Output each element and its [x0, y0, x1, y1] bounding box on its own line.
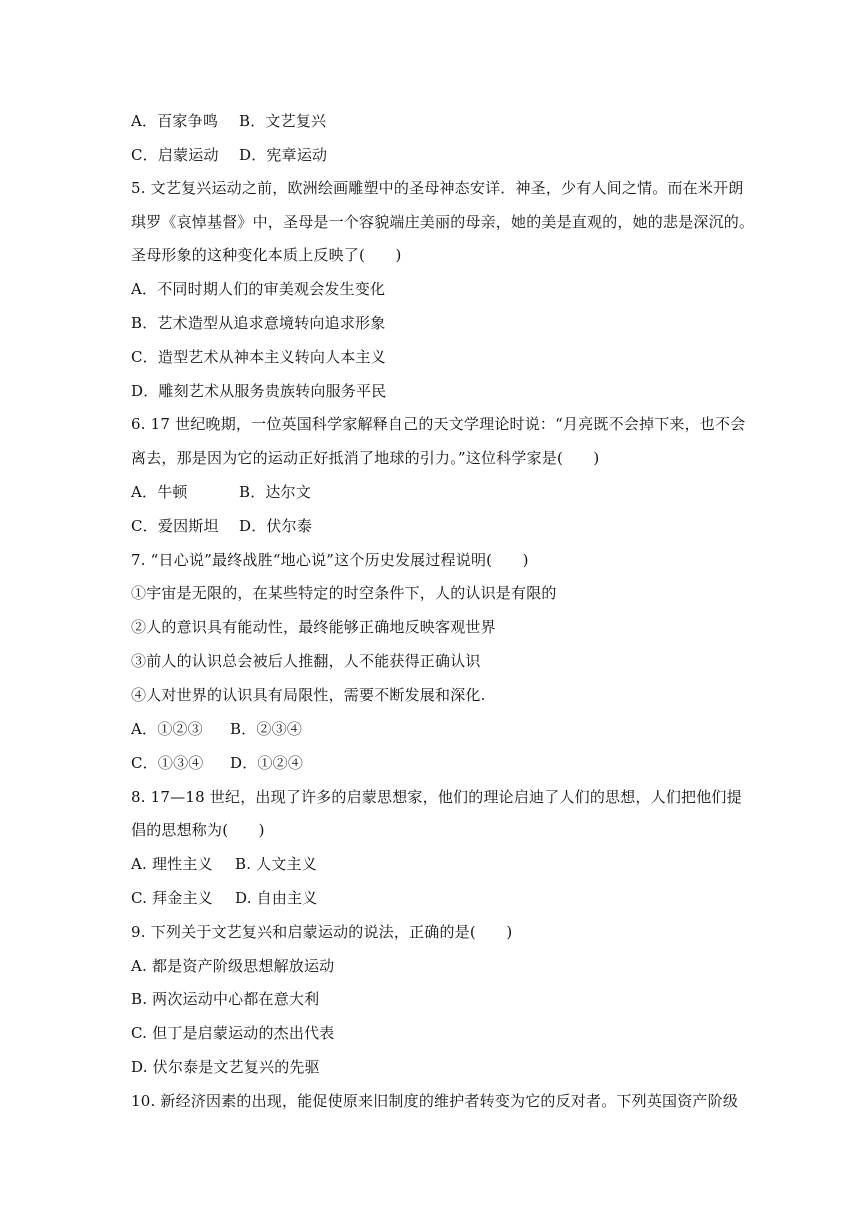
q5-option-a: A．不同时期人们的审美观会发生变化: [131, 280, 386, 298]
q6-stem-line-2: 离去，那是因为它的运动正好抵消了地球的引力。”这位科学家是( ): [131, 449, 600, 467]
q6-options-row-1: [131, 482, 741, 502]
q9-option-a: A. 都是资产阶级思想解放运动: [131, 957, 335, 975]
q5-stem-line-1: 5. 文艺复兴运动之前，欧洲绘画雕塑中的圣母神态安详．神圣，少有人间之情。而在米开朗: [131, 179, 744, 197]
q8-option-a: A. 理性主义: [131, 855, 213, 873]
q7-option-d: D．①②④: [230, 754, 304, 772]
q9-option-b: B. 两次运动中心都在意大利: [131, 990, 320, 1008]
q6-option-d: D．伏尔泰: [239, 517, 313, 535]
q6-option-b: B．达尔文: [239, 483, 312, 501]
q7-option-b: B．②③④: [230, 720, 303, 738]
q7-statement-4: ④人对世界的认识具有局限性，需要不断发展和深化.: [131, 686, 486, 704]
q6-option-a: A．牛顿: [131, 483, 188, 501]
q4-options-row-1: [131, 111, 741, 131]
q7-options-row-1: [131, 719, 741, 739]
q5-stem-line-2: 琪罗《哀悼基督》中，圣母是一个容貌端庄美丽的母亲，她的美是直观的，她的悲是深沉的。: [131, 213, 755, 231]
q7-statement-3: ③前人的认识总会被后人推翻，人不能获得正确认识: [131, 652, 481, 670]
q8-option-b: B. 人文主义: [235, 855, 317, 873]
q5-option-b: B．艺术造型从追求意境转向追求形象: [131, 314, 386, 332]
q6-option-c: C．爱因斯坦: [131, 517, 219, 535]
q8-stem-line-1: 8. 17—18 世纪，出现了许多的启蒙思想家，他们的理论启迪了人们的思想，人们把他们提: [131, 788, 742, 806]
q5-option-c: C．造型艺术从神本主义转向人本主义: [131, 348, 386, 366]
q4-option-b: B．文艺复兴: [239, 112, 327, 130]
q8-options-row-1: [131, 854, 741, 874]
q7-option-a: A．①②③: [131, 720, 203, 738]
q6-options-row-2: [131, 516, 741, 536]
q9-option-d: D. 伏尔泰是文艺复兴的先驱: [131, 1058, 320, 1076]
q8-option-c: C. 拜金主义: [131, 889, 213, 907]
q6-stem-line-1: 6. 17 世纪晚期，一位英国科学家解释自己的天文学理论时说：“月亮既不会掉下来，也不会: [131, 415, 746, 433]
q7-option-c: C．①③④: [131, 754, 204, 772]
q10-stem-line-1: 10. 新经济因素的出现，能促使原来旧制度的维护者转变为它的反对者。下列英国资产阶级: [131, 1092, 739, 1110]
q8-options-row-2: [131, 888, 741, 908]
q4-option-c: C．启蒙运动: [131, 146, 219, 164]
q7-stem: 7. “日心说”最终战胜“地心说”这个历史发展过程说明( ): [131, 551, 529, 569]
q9-stem: 9. 下列关于文艺复兴和启蒙运动的说法，正确的是( ): [131, 923, 513, 941]
q8-stem-line-2: 倡的思想称为( ): [131, 821, 265, 839]
q5-stem-line-3: 圣母形象的这种变化本质上反映了( ): [131, 246, 402, 264]
q7-statement-1: ①宇宙是无限的，在某些特定的时空条件下，人的认识是有限的: [131, 584, 557, 602]
q4-option-d: D．宪章运动: [239, 146, 328, 164]
q4-options-row-2: [131, 145, 741, 165]
q9-option-c: C. 但丁是启蒙运动的杰出代表: [131, 1024, 335, 1042]
q7-statement-2: ②人的意识具有能动性，最终能够正确地反映客观世界: [131, 618, 496, 636]
q7-options-row-2: [131, 753, 741, 773]
q5-option-d: D．雕刻艺术从服务贵族转向服务平民: [131, 382, 387, 400]
q8-option-d: D. 自由主义: [235, 889, 318, 907]
q4-option-a: A．百家争鸣: [131, 112, 219, 130]
